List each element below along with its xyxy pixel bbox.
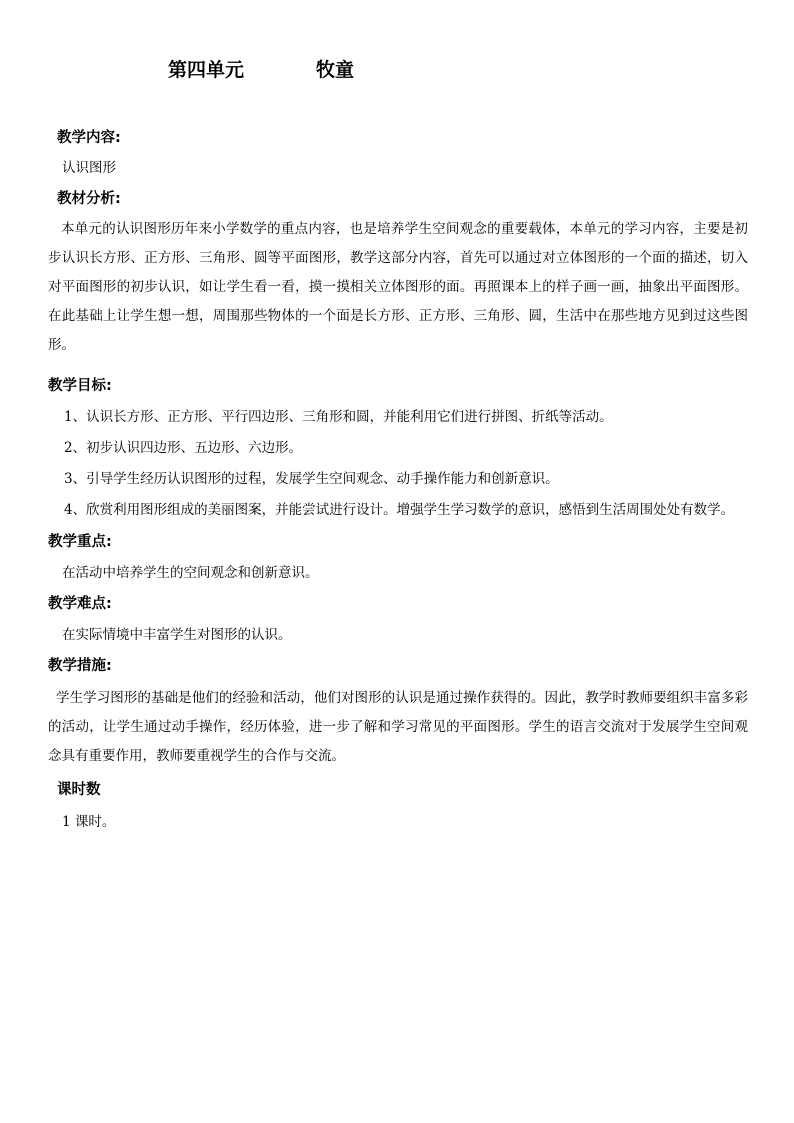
difficulties-heading: 教学难点: — [48, 596, 112, 612]
measures-body: 学生学习图形的基础是他们的经验和活动，他们对图形的认识是通过操作获得的。因此，教学时教师要组织丰富多彩的活动，让学生通过动手操作，经历体验，进一步了解和学习常见的平面图形。学生的语言交流对于发展学生空间观念具有重要作用，教师要重视学生的合作与交流。 — [48, 690, 748, 764]
periods-body: 1 课时。 — [62, 814, 116, 830]
content-body: 认识图形 — [62, 160, 116, 176]
goals-heading: 教学目标: — [48, 378, 112, 394]
key-points-body: 在活动中培养学生的空间观念和创新意识。 — [62, 565, 319, 581]
periods-heading: 课时数 — [57, 782, 101, 798]
content-heading: 教学内容: — [57, 130, 121, 146]
goal-item: 2、初步认识四边形、五边形、六边形。 — [64, 440, 303, 456]
key-points-heading: 教学重点: — [48, 534, 112, 550]
measures-heading: 教学措施: — [48, 658, 112, 674]
goal-item: 1、认识长方形、正方形、平行四边形、三角形和圆，并能利用它们进行拼图、折纸等活动。 — [64, 409, 613, 425]
analysis-heading: 教材分析: — [57, 191, 121, 207]
difficulties-body: 在实际情境中丰富学生对图形的认识。 — [62, 627, 292, 643]
unit-label: 第四单元 — [168, 59, 245, 81]
page-title — [168, 57, 354, 83]
goal-item: 3、引导学生经历认识图形的过程，发展学生空间观念、动手操作能力和创新意识。 — [64, 471, 559, 487]
analysis-body: 本单元的认识图形历年来小学数学的重点内容，也是培养学生空间观念的重要载体，本单元的学习内容，主要是初步认识长方形、正方形、三角形、圆等平面图形，教学这部分内容，首先可以通过对立体图形的一个面的描述，切入对平面图形的初步认识，如让学生看一看，摸一摸相关立体图形的面。再照课本上的样子画一画，抽象出平面图形。在此基础上让学生想一想，周围那些物体的一个面是长方形、正方形、三角形、圆，生活中在那些地方见到过这些图形。 — [48, 221, 748, 353]
lesson-name: 牧童 — [316, 59, 355, 81]
goal-item: 4、欣赏利用图形组成的美丽图案，并能尝试进行设计。增强学生学习数学的意识，感悟到生活周围处处有数学。 — [64, 502, 735, 518]
